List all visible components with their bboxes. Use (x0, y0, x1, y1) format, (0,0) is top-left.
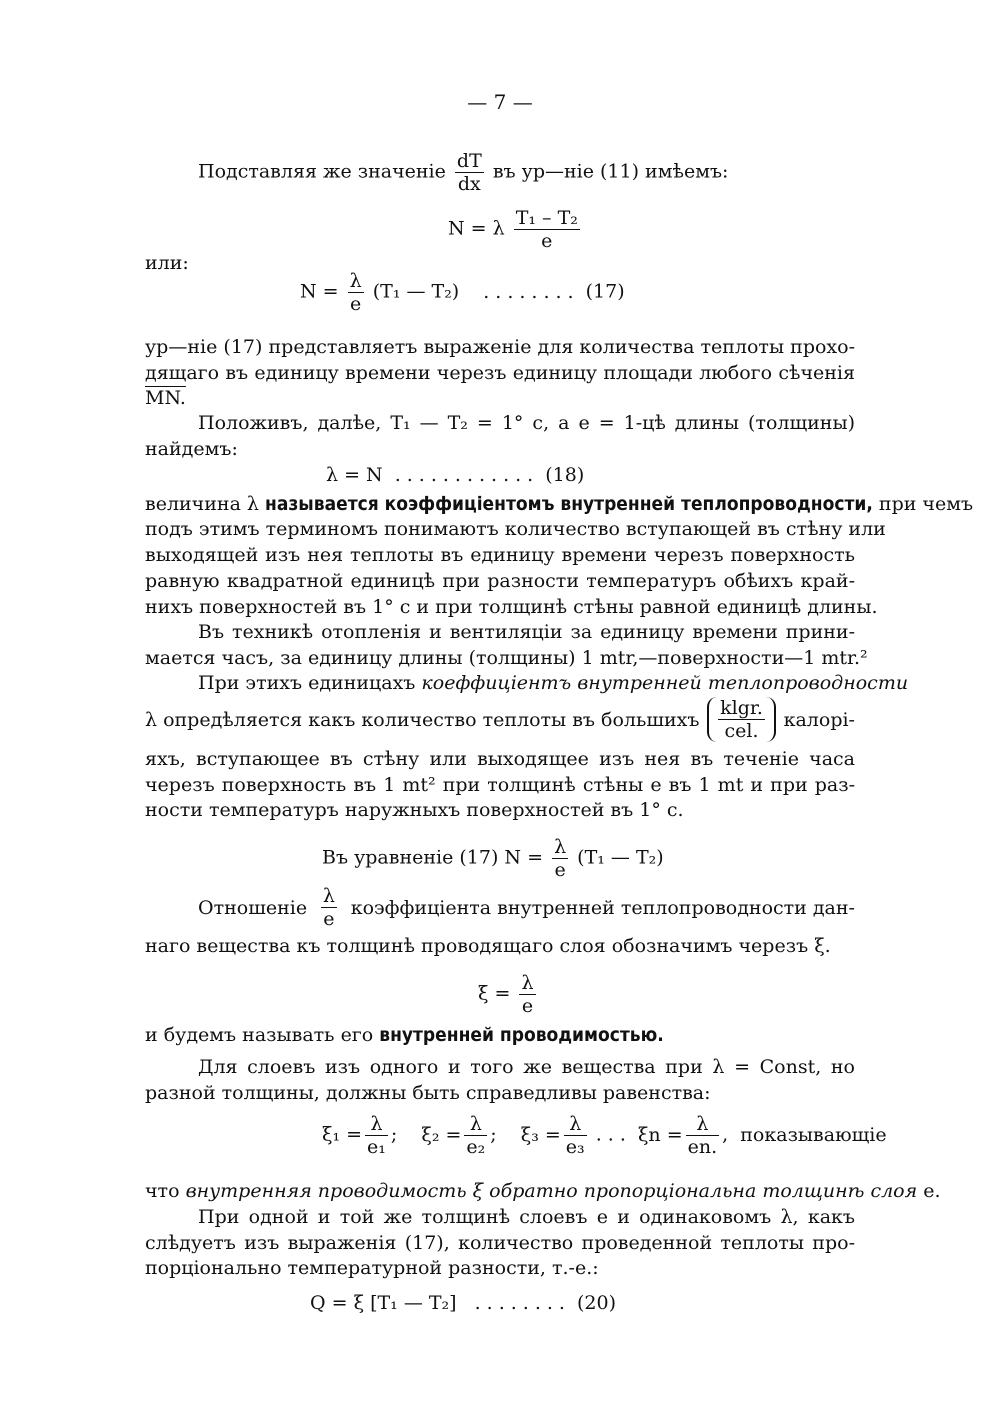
text: Въ уравненіе (17) N = (322, 846, 544, 869)
paragraph-line: яхъ, вступающее въ стѣну или выходящее изъ нея въ теченіе часа (145, 748, 855, 770)
paragraph-line: Въ техникѣ отопленія и вентиляціи за единицу времени прини- (198, 621, 855, 643)
lhs: ξ₁ = (322, 1123, 363, 1146)
fraction-lambda-e (519, 972, 535, 1017)
paragraph-line (145, 1178, 941, 1204)
numerator: klgr. (720, 697, 763, 719)
text: При этихъ единицахъ (198, 672, 422, 694)
paragraph-line: порціонально температурной разности, т.-е.: (145, 1257, 599, 1279)
lhs: λ = N (326, 464, 383, 486)
page-number: — 7 — (467, 90, 533, 114)
equation-label: (20) (577, 1292, 617, 1314)
numerator: λ (322, 885, 335, 907)
paragraph-line: Для слоевъ изъ одного и того же вещества при λ = Const, но (198, 1056, 855, 1078)
numerator: λ (349, 270, 362, 292)
equation-dT-intro (198, 150, 728, 195)
denominator: e (350, 293, 362, 315)
fraction-lambda-e (552, 836, 568, 881)
mn-section-label (145, 385, 186, 411)
paragraph-line (145, 697, 855, 742)
equation-17 (300, 270, 625, 315)
paragraph-line: разной толщины, должны быть справедливы равенства: (145, 1082, 711, 1104)
paragraph-line: При одной и той же толщинѣ слоевъ e и одинаковомъ λ, какъ (198, 1206, 855, 1228)
equation-17-repeat (322, 836, 664, 881)
numerator: λ (365, 1113, 388, 1136)
unit-klgr-cel (707, 697, 776, 742)
denominator: e₃ (565, 1136, 585, 1158)
text: величина λ (145, 493, 266, 515)
paragraph-line (198, 670, 909, 696)
separator: ; (390, 1123, 398, 1146)
mn-text: MN. (145, 387, 186, 409)
text: что (145, 1180, 186, 1202)
text: (T₁ — T₂) (577, 846, 664, 869)
paragraph-line: выходящей изъ нея теплоты въ единицу времени черезъ поверхность (145, 544, 855, 566)
text: и будемъ называть его (145, 1024, 380, 1046)
lhs: Q = ξ [T₁ — T₂] (310, 1292, 457, 1314)
paragraph-line: ности температуръ наружныхъ поверхностей въ 1° c. (145, 799, 684, 821)
paragraph-line: Положивъ, далѣе, T₁ — T₂ = 1° c, а e = 1-цѣ длины (толщины) (198, 412, 855, 434)
paragraph-line: подъ этимъ терминомъ понимаютъ количество вступающей въ стѣну или (145, 518, 886, 540)
text: λ опредѣляется какъ количество теплоты въ большихъ (145, 708, 700, 731)
text: въ ур—ніе (11) имѣемъ: (492, 160, 729, 183)
numerator: T₁ – T₂ (515, 207, 578, 229)
rhs: (T₁ — T₂) (372, 280, 460, 303)
numerator: λ (686, 1113, 720, 1136)
denominator: e (521, 995, 534, 1017)
numerator: λ (554, 836, 567, 858)
bold-term: называется коэффиціентомъ внутренней теплопроводности, (265, 493, 873, 515)
fraction-lambda-e (321, 885, 337, 930)
separator: ; (490, 1123, 497, 1146)
denominator: e (554, 859, 566, 881)
lhs: ξ₂ = (421, 1123, 462, 1146)
text: Подставляя же значеніе (198, 160, 446, 183)
paragraph-line: равную квадратной единицѣ при разности температуръ обѣихъ край- (145, 570, 855, 592)
denominator: e (541, 230, 553, 252)
text: при чемъ (872, 493, 974, 515)
equation-20 (310, 1290, 616, 1316)
equation-label: (17) (585, 280, 625, 303)
italic-term: внутренняя проводимость ξ обратно пропорціональна толщинѣ слоя (185, 1180, 918, 1202)
leader-dots: ........ (483, 280, 580, 303)
paragraph-line: дящаго въ единицу времени черезъ единицу площади любого сѣченія (145, 362, 855, 384)
word-ili: или: (145, 252, 189, 274)
paragraph-line (198, 885, 855, 930)
text: e. (917, 1180, 941, 1202)
lhs: ξ = (478, 982, 511, 1005)
leader-dots: ............ (394, 464, 540, 486)
paragraph-line: слѣдуетъ изъ выраженія (17), количество проведенной теплоты про- (145, 1232, 855, 1254)
fraction-series (564, 1113, 587, 1158)
denominator: e (323, 908, 335, 930)
separator: , (722, 1123, 729, 1146)
denominator: e₂ (466, 1136, 486, 1158)
text: Отношеніе (198, 896, 308, 919)
numerator: dT (456, 150, 482, 172)
equation-series (322, 1113, 887, 1158)
equation-N-lambda (448, 207, 583, 252)
text: показывающіе (740, 1123, 887, 1146)
fraction-T-diff-over-e (514, 207, 580, 252)
text: калорі- (783, 708, 855, 731)
fraction-series (464, 1113, 487, 1158)
fraction-series (686, 1113, 720, 1158)
numerator: λ (521, 972, 534, 994)
paragraph-line: нихъ поверхностей въ 1° c и при толщинѣ стѣны равной единицѣ длины. (145, 596, 878, 618)
equation-18 (326, 462, 584, 488)
equation-label: (18) (545, 464, 585, 486)
paragraph-line: ур—ніе (17) представляетъ выраженіе для количества теплоты прохо- (145, 336, 855, 358)
fraction-dT-dx (455, 150, 484, 195)
lhs: ξ₃ = (520, 1123, 561, 1146)
fraction-lambda-e (348, 270, 364, 315)
paragraph-line: черезъ поверхность въ 1 mt² при толщинѣ стѣны e въ 1 mt и при раз- (145, 774, 855, 796)
denominator: en. (687, 1136, 718, 1158)
denominator: dx (457, 173, 481, 195)
fraction-series (365, 1113, 388, 1158)
paragraph-line: наго вещества къ толщинѣ проводящаго слоя обозначимъ черезъ ξ. (145, 935, 831, 957)
paragraph-line: мается часъ, за единицу длины (толщины) 1 mtr,—поверхности—1 mtr.² (145, 647, 868, 669)
separator: . . . (589, 1123, 626, 1146)
lhs: ξn = (637, 1123, 683, 1146)
equation-xi (478, 972, 539, 1017)
denominator: cel. (724, 720, 759, 742)
numerator: λ (464, 1113, 487, 1136)
lhs: N = λ (448, 217, 505, 240)
paragraph-line (145, 491, 974, 517)
denominator: e₁ (367, 1136, 386, 1158)
bold-term: внутренней проводимостью. (379, 1024, 664, 1046)
leader-dots: ........ (474, 1292, 571, 1314)
unit-fraction (718, 697, 765, 742)
lhs: N = (300, 280, 339, 303)
paragraph-line (145, 1022, 664, 1048)
text: коэффиціента внутренней теплопроводности дан- (350, 896, 855, 919)
paragraph-line: найдемъ: (145, 438, 238, 460)
numerator: λ (564, 1113, 587, 1136)
italic-term: коеффиціентъ внутренней теплопроводности (421, 672, 909, 694)
